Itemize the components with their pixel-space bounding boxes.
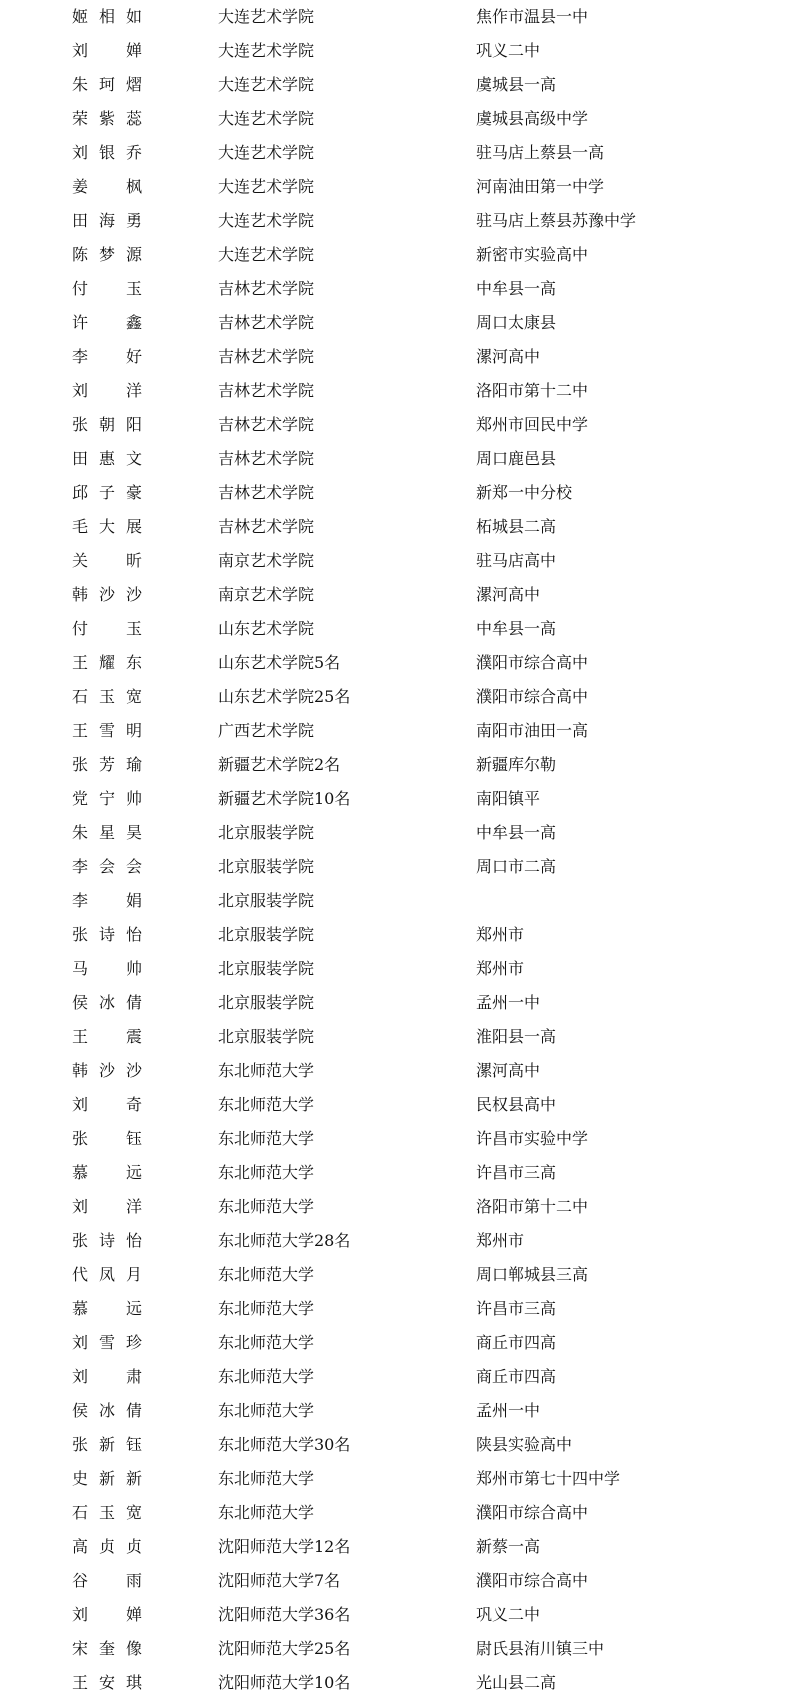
student-name: 刘 洋 (72, 1197, 142, 1216)
origin-school: 洛阳市第十二中 (476, 381, 589, 400)
list-item (0, 136, 794, 170)
list-item (0, 714, 794, 748)
origin-school: 巩义二中 (476, 41, 541, 60)
list-item (0, 238, 794, 272)
admitted-school: 东北师范大学 (218, 1503, 315, 1522)
origin-school: 南阳镇平 (476, 789, 541, 808)
student-name: 韩沙沙 (72, 585, 142, 604)
student-name: 邱子豪 (72, 483, 142, 502)
student-name: 刘 婵 (72, 1605, 142, 1624)
origin-school: 漯河高中 (476, 1061, 541, 1080)
list-item (0, 1224, 794, 1258)
list-item (0, 748, 794, 782)
student-name: 田海勇 (72, 211, 142, 230)
admitted-school: 东北师范大学 (218, 1095, 315, 1114)
student-name: 韩沙沙 (72, 1061, 142, 1080)
list-item (0, 374, 794, 408)
origin-school: 尉氏县洧川镇三中 (476, 1639, 605, 1658)
list-item (0, 204, 794, 238)
admitted-school: 吉林艺术学院 (218, 347, 315, 366)
list-item (0, 1428, 794, 1462)
admitted-school: 东北师范大学 (218, 1333, 315, 1352)
origin-school: 濮阳市综合高中 (476, 653, 589, 672)
student-name: 王 震 (72, 1027, 142, 1046)
list-item (0, 986, 794, 1020)
list-item (0, 170, 794, 204)
student-name: 张 钰 (72, 1129, 142, 1148)
list-item (0, 102, 794, 136)
admitted-school: 东北师范大学 (218, 1061, 315, 1080)
list-item (0, 1020, 794, 1054)
student-name: 石玉宽 (72, 1503, 142, 1522)
list-item (0, 918, 794, 952)
list-item (0, 1496, 794, 1530)
origin-school: 柘城县二高 (476, 517, 557, 536)
student-name: 刘雪珍 (72, 1333, 142, 1352)
list-item (0, 68, 794, 102)
list-item (0, 816, 794, 850)
student-name: 荣紫蕊 (72, 109, 142, 128)
origin-school: 许昌市三高 (476, 1163, 557, 1182)
admitted-school: 山东艺术学院 (218, 619, 315, 638)
admitted-school: 北京服装学院 (218, 993, 315, 1012)
student-name: 张诗怡 (72, 1231, 142, 1250)
admitted-school: 山东艺术学院5名 (218, 653, 341, 672)
student-name: 党宁帅 (72, 789, 142, 808)
list-item (0, 34, 794, 68)
origin-school: 巩义二中 (476, 1605, 541, 1624)
list-item (0, 1394, 794, 1428)
origin-school: 郑州市 (476, 959, 525, 978)
origin-school: 郑州市第七十四中学 (476, 1469, 621, 1488)
student-name: 刘银乔 (72, 143, 142, 162)
student-name: 刘 婵 (72, 41, 142, 60)
admitted-school: 广西艺术学院 (218, 721, 315, 740)
origin-school: 孟州一中 (476, 993, 541, 1012)
admitted-school: 吉林艺术学院 (218, 483, 315, 502)
list-item (0, 1326, 794, 1360)
student-name: 许 鑫 (72, 313, 142, 332)
origin-school: 新疆库尔勒 (476, 755, 557, 774)
origin-school: 周口市二高 (476, 857, 557, 876)
admitted-school: 新疆艺术学院2名 (218, 755, 341, 774)
admitted-school: 东北师范大学28名 (218, 1231, 351, 1250)
admitted-school: 东北师范大学 (218, 1265, 315, 1284)
origin-school: 驻马店上蔡县苏豫中学 (476, 211, 637, 230)
origin-school: 驻马店上蔡县一高 (476, 143, 605, 162)
list-item (0, 952, 794, 986)
admitted-school: 东北师范大学 (218, 1469, 315, 1488)
student-name: 宋奎像 (72, 1639, 142, 1658)
admitted-school: 大连艺术学院 (218, 41, 315, 60)
list-item (0, 0, 794, 34)
student-name: 李会会 (72, 857, 142, 876)
admitted-school: 东北师范大学 (218, 1197, 315, 1216)
admitted-school: 东北师范大学 (218, 1163, 315, 1182)
student-name: 朱星昊 (72, 823, 142, 842)
list-item (0, 1156, 794, 1190)
list-item (0, 578, 794, 612)
student-name: 谷 雨 (72, 1571, 142, 1590)
admitted-school: 北京服装学院 (218, 925, 315, 944)
list-item (0, 680, 794, 714)
list-item (0, 510, 794, 544)
origin-school: 民权县高中 (476, 1095, 557, 1114)
origin-school: 陕县实验高中 (476, 1435, 573, 1454)
student-name: 代凤月 (72, 1265, 142, 1284)
admitted-school: 南京艺术学院 (218, 585, 315, 604)
list-item (0, 1292, 794, 1326)
origin-school: 濮阳市综合高中 (476, 687, 589, 706)
origin-school: 河南油田第一中学 (476, 177, 605, 196)
admitted-school: 北京服装学院 (218, 959, 315, 978)
origin-school: 光山县二高 (476, 1673, 557, 1692)
admitted-school: 吉林艺术学院 (218, 279, 315, 298)
student-name: 张诗怡 (72, 925, 142, 944)
origin-school: 淮阳县一高 (476, 1027, 557, 1046)
list-item (0, 1666, 794, 1700)
student-name: 刘 肃 (72, 1367, 142, 1386)
origin-school: 商丘市四高 (476, 1367, 557, 1386)
list-item (0, 1190, 794, 1224)
admitted-school: 北京服装学院 (218, 857, 315, 876)
student-name: 侯冰倩 (72, 993, 142, 1012)
student-name: 马 帅 (72, 959, 142, 978)
student-name: 慕 远 (72, 1299, 142, 1318)
admitted-school: 吉林艺术学院 (218, 381, 315, 400)
student-name: 李 娟 (72, 891, 142, 910)
student-name: 王安琪 (72, 1673, 142, 1692)
admitted-school: 沈阳师范大学7名 (218, 1571, 341, 1590)
list-item (0, 1258, 794, 1292)
admitted-school: 南京艺术学院 (218, 551, 315, 570)
student-name: 王雪明 (72, 721, 142, 740)
student-name: 高贞贞 (72, 1537, 142, 1556)
admitted-school: 吉林艺术学院 (218, 517, 315, 536)
student-name: 石玉宽 (72, 687, 142, 706)
origin-school: 驻马店高中 (476, 551, 557, 570)
admitted-school: 沈阳师范大学10名 (218, 1673, 351, 1692)
origin-school: 漯河高中 (476, 585, 541, 604)
origin-school: 周口郸城县三高 (476, 1265, 589, 1284)
admitted-school: 大连艺术学院 (218, 143, 315, 162)
origin-school: 虞城县高级中学 (476, 109, 589, 128)
list-item (0, 408, 794, 442)
origin-school: 中牟县一高 (476, 619, 557, 638)
student-name: 陈梦源 (72, 245, 142, 264)
origin-school: 新蔡一高 (476, 1537, 541, 1556)
list-item (0, 1054, 794, 1088)
student-name: 史新新 (72, 1469, 142, 1488)
list-item (0, 476, 794, 510)
admitted-school: 大连艺术学院 (218, 109, 315, 128)
origin-school: 濮阳市综合高中 (476, 1571, 589, 1590)
student-name: 王耀东 (72, 653, 142, 672)
origin-school: 洛阳市第十二中 (476, 1197, 589, 1216)
list-item (0, 1360, 794, 1394)
list-item (0, 646, 794, 680)
origin-school: 郑州市回民中学 (476, 415, 589, 434)
admitted-school: 北京服装学院 (218, 823, 315, 842)
origin-school: 中牟县一高 (476, 823, 557, 842)
student-name: 侯冰倩 (72, 1401, 142, 1420)
admitted-school: 北京服装学院 (218, 891, 315, 910)
list-item (0, 1122, 794, 1156)
origin-school: 周口太康县 (476, 313, 557, 332)
origin-school: 南阳市油田一高 (476, 721, 589, 740)
origin-school: 商丘市四高 (476, 1333, 557, 1352)
admitted-school: 东北师范大学 (218, 1367, 315, 1386)
student-name: 李 好 (72, 347, 142, 366)
student-name: 刘 奇 (72, 1095, 142, 1114)
student-name: 关 昕 (72, 551, 142, 570)
student-name: 慕 远 (72, 1163, 142, 1182)
admitted-school: 大连艺术学院 (218, 211, 315, 230)
origin-school: 新郑一中分校 (476, 483, 573, 502)
admitted-school: 大连艺术学院 (218, 7, 315, 26)
origin-school: 新密市实验高中 (476, 245, 589, 264)
list-item (0, 1530, 794, 1564)
list-item (0, 850, 794, 884)
admitted-school: 大连艺术学院 (218, 75, 315, 94)
student-name: 田惠文 (72, 449, 142, 468)
admitted-school: 吉林艺术学院 (218, 313, 315, 332)
student-name: 付 玉 (72, 279, 142, 298)
admitted-school: 吉林艺术学院 (218, 449, 315, 468)
origin-school: 漯河高中 (476, 347, 541, 366)
admitted-school: 沈阳师范大学25名 (218, 1639, 351, 1658)
origin-school: 孟州一中 (476, 1401, 541, 1420)
student-name: 张朝阳 (72, 415, 142, 434)
list-item (0, 272, 794, 306)
admitted-school: 东北师范大学30名 (218, 1435, 351, 1454)
origin-school: 郑州市 (476, 1231, 525, 1250)
admitted-school: 沈阳师范大学36名 (218, 1605, 351, 1624)
student-name: 朱珂熠 (72, 75, 142, 94)
student-name: 毛大展 (72, 517, 142, 536)
student-name: 张芳瑜 (72, 755, 142, 774)
admitted-school: 东北师范大学 (218, 1129, 315, 1148)
list-item (0, 1088, 794, 1122)
student-name: 张新钰 (72, 1435, 142, 1454)
list-item (0, 884, 794, 918)
admitted-school: 大连艺术学院 (218, 245, 315, 264)
list-item (0, 340, 794, 374)
admitted-school: 吉林艺术学院 (218, 415, 315, 434)
admitted-school: 新疆艺术学院10名 (218, 789, 351, 808)
student-name: 刘 洋 (72, 381, 142, 400)
admitted-school: 北京服装学院 (218, 1027, 315, 1046)
list-item (0, 1598, 794, 1632)
origin-school: 濮阳市综合高中 (476, 1503, 589, 1522)
origin-school: 许昌市实验中学 (476, 1129, 589, 1148)
admitted-school: 东北师范大学 (218, 1401, 315, 1420)
admitted-school: 沈阳师范大学12名 (218, 1537, 351, 1556)
list-item (0, 612, 794, 646)
list-item (0, 1564, 794, 1598)
admitted-school: 东北师范大学 (218, 1299, 315, 1318)
origin-school: 郑州市 (476, 925, 525, 944)
admitted-school: 山东艺术学院25名 (218, 687, 351, 706)
origin-school: 周口鹿邑县 (476, 449, 557, 468)
admitted-school: 大连艺术学院 (218, 177, 315, 196)
origin-school: 中牟县一高 (476, 279, 557, 298)
origin-school: 许昌市三高 (476, 1299, 557, 1318)
list-item (0, 306, 794, 340)
list-item (0, 442, 794, 476)
origin-school: 虞城县一高 (476, 75, 557, 94)
list-item (0, 1632, 794, 1666)
student-name: 付 玉 (72, 619, 142, 638)
student-name: 姬相如 (72, 7, 142, 26)
list-item (0, 544, 794, 578)
list-item (0, 1462, 794, 1496)
list-item (0, 782, 794, 816)
student-name: 姜 枫 (72, 177, 142, 196)
origin-school: 焦作市温县一中 (476, 7, 589, 26)
